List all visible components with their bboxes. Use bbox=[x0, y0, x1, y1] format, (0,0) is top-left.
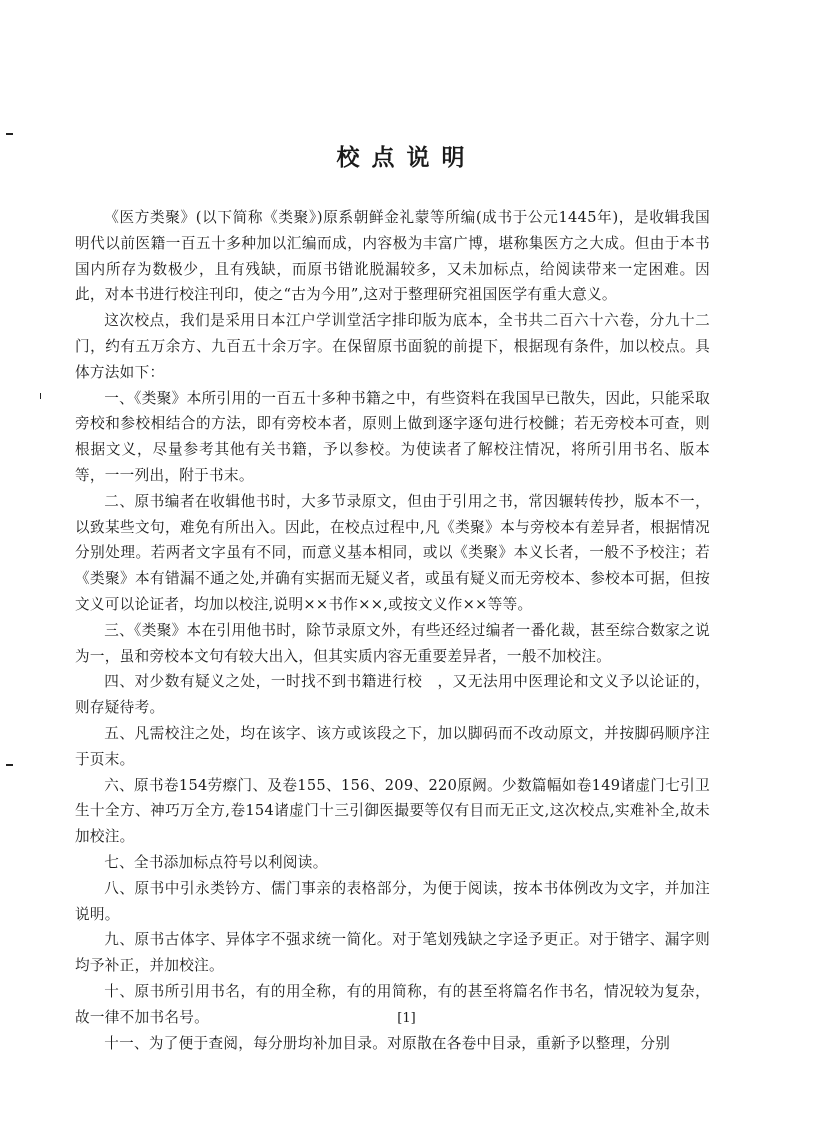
paragraph-item-9: 九、原书古体字、异体字不强求统一简化。对于笔划残缺之字迳予更正。对于错字、漏字则均予补正，并加校注。 bbox=[75, 931, 710, 975]
paragraph-item-11: 十一、为了便于查阅，每分册均补加目录。对原散在各卷中目录，重新予以整理，分别 bbox=[104, 1034, 671, 1052]
scan-mark bbox=[6, 133, 13, 135]
paragraph-item-8: 八、原书中引永类钤方、儒门事亲的表格部分，为便于阅读，按本书体例改为文字，并加注说明。 bbox=[75, 879, 710, 923]
page-title: 校点说明 bbox=[336, 144, 477, 171]
paragraph-item-2: 二、原书编者在收辑他书时，大多节录原文，但由于引用之书，常因辗转传抄，版本不一，以致某些文句，难免有所出入。因此，在校点过程中,凡《类聚》本与旁校本有差异者，根据情况分别处理。若两者文字虽有不同，而意义基本相同，或以《类聚》本义长者，一般不予校注；若《类聚》本有错漏不通之处,并确有实据而无疑义者，或虽有疑义而无旁校本、参校本可据，但按文义可以论证者，均加以校注,说明××书作××,或按文义作××等等。 bbox=[75, 492, 710, 613]
paragraph-item-10: 十、原书所引用书名，有的用全称，有的用简称，有的甚至将篇名作书名，情况较为复杂，故一律不加书名号。 bbox=[75, 982, 710, 1026]
scan-mark bbox=[6, 764, 13, 766]
page-number: [1] bbox=[397, 1011, 416, 1026]
paragraph-item-6: 六、原书卷154劳瘵门、及卷155、156、209、220原阙。少数篇幅如卷149诸虚门七引卫生十全方、神巧万全方,卷154诸虚门十三引御医撮要等仅有目而无正文,这次校点,实难补全,故未加校注。 bbox=[75, 776, 710, 846]
paragraph-item-7: 七、全书添加标点符号以利阅读。 bbox=[104, 853, 328, 871]
paragraph-item-1: 一、《类聚》本所引用的一百五十多种书籍之中，有些资料在我国早已散失，因此，只能采取旁校和参校相结合的方法，即有旁校本者，原则上做到逐字逐句进行校雠；若无旁校本可查，则根据文义，尽量参考其他有关书籍，予以参校。为使读者了解校注情况，将所引用书名、版本等，一一列出，附于书末。 bbox=[75, 389, 710, 484]
scan-mark bbox=[40, 393, 41, 399]
body-text bbox=[75, 205, 710, 1056]
paragraph-method: 这次校点，我们是采用日本江户学训堂活字排印版为底本，全书共二百六十六卷，分九十二门，约有五万余方、九百五十余万字。在保留原书面貌的前提下，根据现有条件，加以校点。具体方法如下： bbox=[75, 312, 710, 381]
paragraph-item-5: 五、凡需校注之处，均在该字、该方或该段之下，加以脚码而不改动原文，并按脚码顺序注于页末。 bbox=[75, 724, 710, 768]
paragraph-item-4: 四、对少数有疑义之处，一时找不到书籍进行校 ，又无法用中医理论和文义予以论证的，则存疑待考。 bbox=[75, 673, 710, 717]
paragraph-item-3: 三、《类聚》本在引用他书时，除节录原文外，有些还经过编者一番化裁，甚至综合数家之说为一，虽和旁校本文句有较大出入，但其实质内容无重要差异者，一般不加校注。 bbox=[75, 621, 710, 665]
paragraph-intro: 《医方类聚》(以下简称《类聚》)原系朝鲜金礼蒙等所编(成书于公元1445年)，是收辑我国明代以前医籍一百五十多种加以汇编而成，内容极为丰富广博，堪称集医方之大成。但由于本书国内所存为数极少，且有残缺，而原书错讹脱漏较多，又未加标点，给阅读带来一定困难。因此，对本书进行校注刊印，使之“古为今用”,这对于整理研究祖国医学有重大意义。 bbox=[75, 209, 710, 304]
